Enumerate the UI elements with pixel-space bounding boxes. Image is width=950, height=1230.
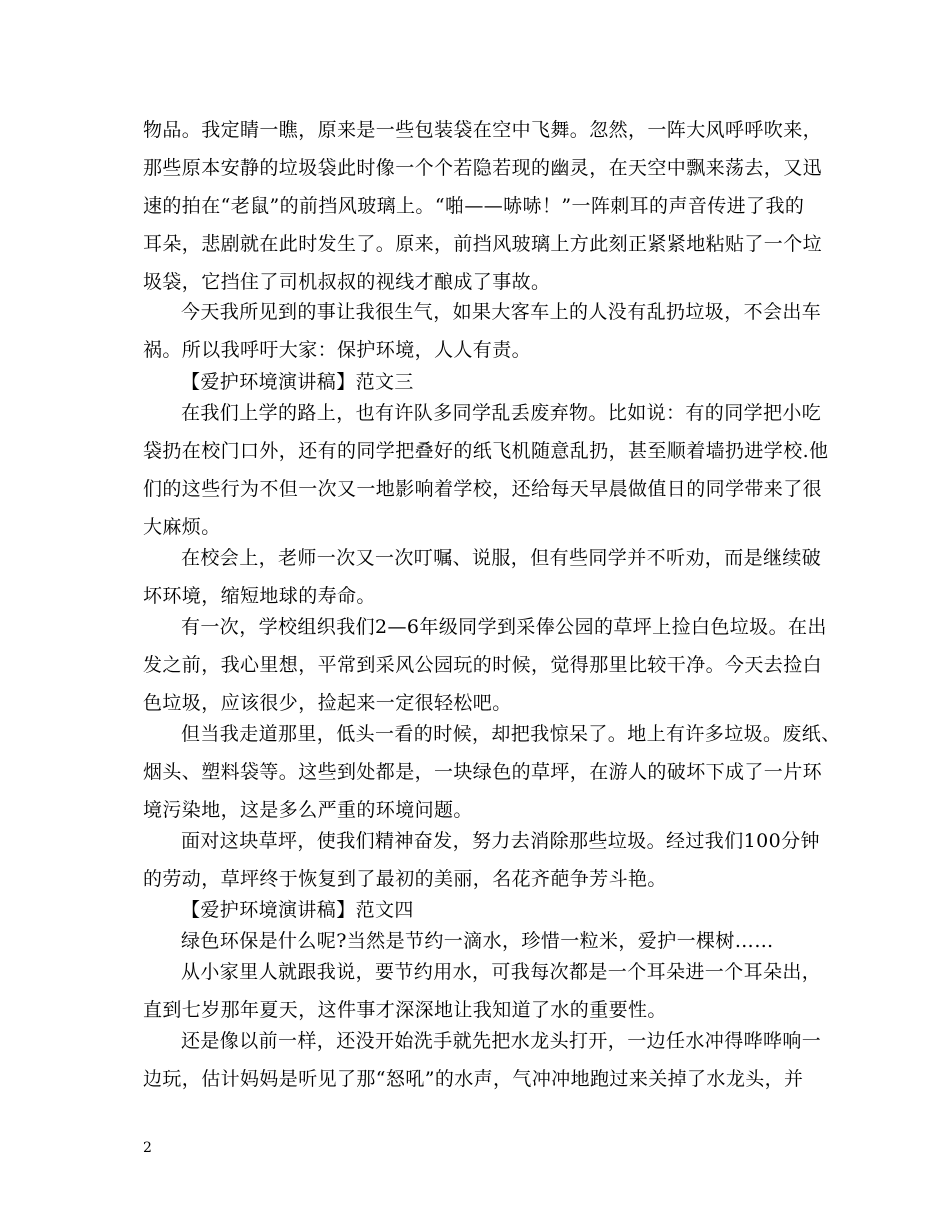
text-line: 但当我走道那里，低头一看的时候，却把我惊呆了。地上有许多垃圾。废纸、 — [181, 723, 841, 745]
text-line: 直到七岁那年夏天，这件事才深深地让我知道了水的重要性。 — [143, 999, 667, 1021]
text-line: 的劳动，草坪终于恢复到了最初的美丽，名花齐葩争芳斗艳。 — [143, 868, 667, 890]
text-line: 从小家里人就跟我说，要节约用水，可我每次都是一个耳朵进一个耳朵出， — [181, 961, 822, 983]
text-line: 们的这些行为不但一次又一地影响着学校，还给每天早晨做值日的同学带来了很 — [143, 478, 823, 500]
text-line: 面对这块草坪，使我们精神奋发，努力去消除那些垃圾。经过我们100分钟 — [181, 830, 820, 852]
text-line: 境污染地，这是多么严重的环境问题。 — [143, 799, 473, 821]
section-heading: 【爱护环境演讲稿】范文三 — [181, 371, 414, 393]
section-heading: 【爱护环境演讲稿】范文四 — [181, 899, 414, 921]
text-line: 有一次，学校组织我们2—6年级同学到采俸公园的草坪上捡白色垃圾。在出 — [181, 616, 827, 638]
text-line: 耳朵，悲剧就在此时发生了。原来，前挡风玻璃上方此刻正紧紧地粘贴了一个垃 — [143, 233, 823, 255]
text-line: 坏环境，缩短地球的寿命。 — [143, 585, 376, 607]
text-line: 大麻烦。 — [143, 516, 221, 538]
text-line: 今天我所见到的事让我很生气，如果大客车上的人没有乱扔垃圾，不会出车 — [181, 301, 822, 323]
text-line: 在校会上，老师一次又一次叮嘱、说服，但有些同学并不听劝，而是继续破 — [181, 547, 822, 569]
page-number: 2 — [143, 1140, 152, 1156]
text-line: 在我们上学的路上，也有许队多同学乱丢废弃物。比如说：有的同学把小吃 — [181, 402, 822, 424]
text-line: 那些原本安静的垃圾袋此时像一个个若隐若现的幽灵，在天空中飘来荡去，又迅 — [143, 157, 823, 179]
text-line: 色垃圾，应该很少，捡起来一定很轻松吧。 — [143, 692, 512, 714]
text-line: 烟头、塑料袋等。这些到处都是，一块绿色的草坪，在游人的破坏下成了一片环 — [143, 761, 823, 783]
text-line: 边玩，估计妈妈是听见了那“怒吼”的水声，气冲冲地跑过来关掉了水龙头，并 — [143, 1068, 804, 1090]
text-line: 物品。我定睛一瞧，原来是一些包装袋在空中飞舞。忽然，一阵大风呼呼吹来， — [143, 119, 823, 141]
text-line: 圾袋，它挡住了司机叔叔的视线才酿成了事故。 — [143, 271, 551, 293]
text-line: 祸。所以我呼吁大家：保护环境，人人有责。 — [143, 339, 532, 361]
text-line: 速的拍在“老鼠”的前挡风玻璃上。“啪——哧哧！”一阵刺耳的声音传进了我的 — [143, 195, 805, 217]
text-line: 袋扔在校门口外，还有的同学把叠好的纸飞机随意乱扔，甚至顺着墙扔进学校.他 — [143, 440, 829, 462]
text-line: 还是像以前一样，还没开始洗手就先把水龙头打开，一边任水冲得哗哗响一 — [181, 1030, 822, 1052]
text-line: 绿色环保是什么呢?当然是节约一滴水，珍惜一粒米，爱护一棵树…… — [181, 930, 774, 952]
text-line: 发之前，我心里想，平常到采风公园玩的时候，觉得那里比较干净。今天去捡白 — [143, 654, 823, 676]
